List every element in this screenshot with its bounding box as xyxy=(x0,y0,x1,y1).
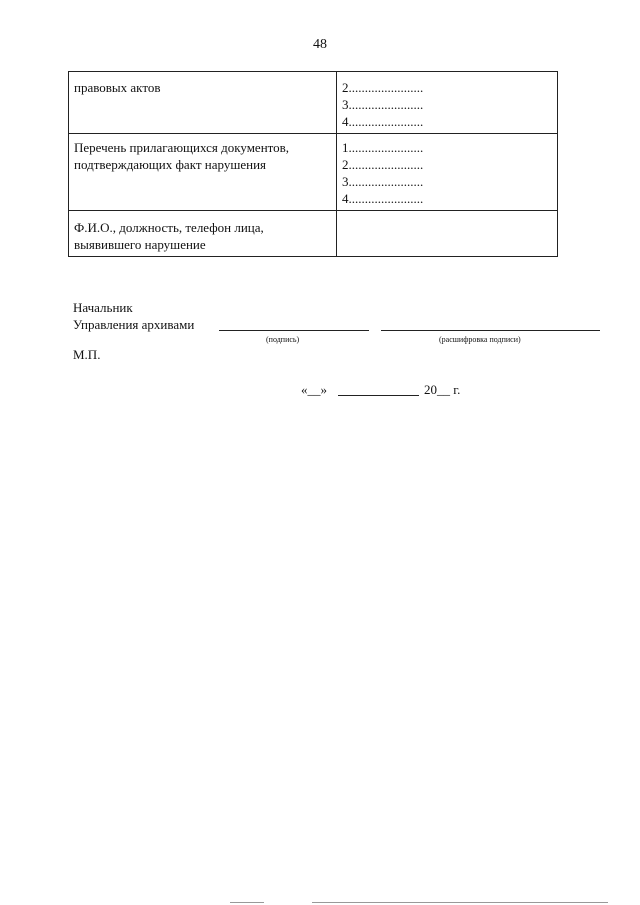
row-label-line: Перечень прилагающихся документов, xyxy=(74,140,290,155)
list-item: 4....................... xyxy=(342,191,424,206)
seal-label: М.П. xyxy=(73,347,101,362)
row-label-line: правовых актов xyxy=(74,80,161,95)
signature-decoding-line xyxy=(381,330,600,331)
row-value-cell xyxy=(337,72,558,134)
row-label-cell xyxy=(69,134,337,211)
date-year: 20__ г. xyxy=(424,382,461,397)
row-label-cell xyxy=(69,211,337,257)
signer-title-line2: Управления архивами xyxy=(73,317,195,332)
row-label-cell xyxy=(69,72,337,134)
signature-caption: (подпись) xyxy=(266,335,300,344)
row-label-line: Ф.И.О., должность, телефон лица, xyxy=(74,220,264,235)
footer-mark xyxy=(230,902,264,903)
list-item: 2....................... xyxy=(342,80,424,95)
footer-rule xyxy=(312,902,608,903)
list-item: 1....................... xyxy=(342,140,424,155)
list-item: 2....................... xyxy=(342,157,424,172)
violation-form-table xyxy=(68,71,558,257)
list-item: 3....................... xyxy=(342,174,424,189)
page-number: 48 xyxy=(313,37,327,52)
row-label-line: выявившего нарушение xyxy=(74,237,206,252)
signature-decoding-caption: (расшифровка подписи) xyxy=(439,335,521,344)
table-row xyxy=(69,211,558,257)
row-label-line: подтверждающих факт нарушения xyxy=(74,157,267,172)
date-month-line xyxy=(338,395,419,396)
signer-title-line1: Начальник xyxy=(73,300,133,315)
table-row xyxy=(69,72,558,134)
list-item: 3....................... xyxy=(342,97,424,112)
row-value-cell xyxy=(337,134,558,211)
list-item: 4....................... xyxy=(342,114,424,129)
date-day: «__» xyxy=(301,382,327,397)
signature-line xyxy=(219,330,369,331)
row-value-cell-empty xyxy=(337,211,558,257)
table-row xyxy=(69,134,558,211)
